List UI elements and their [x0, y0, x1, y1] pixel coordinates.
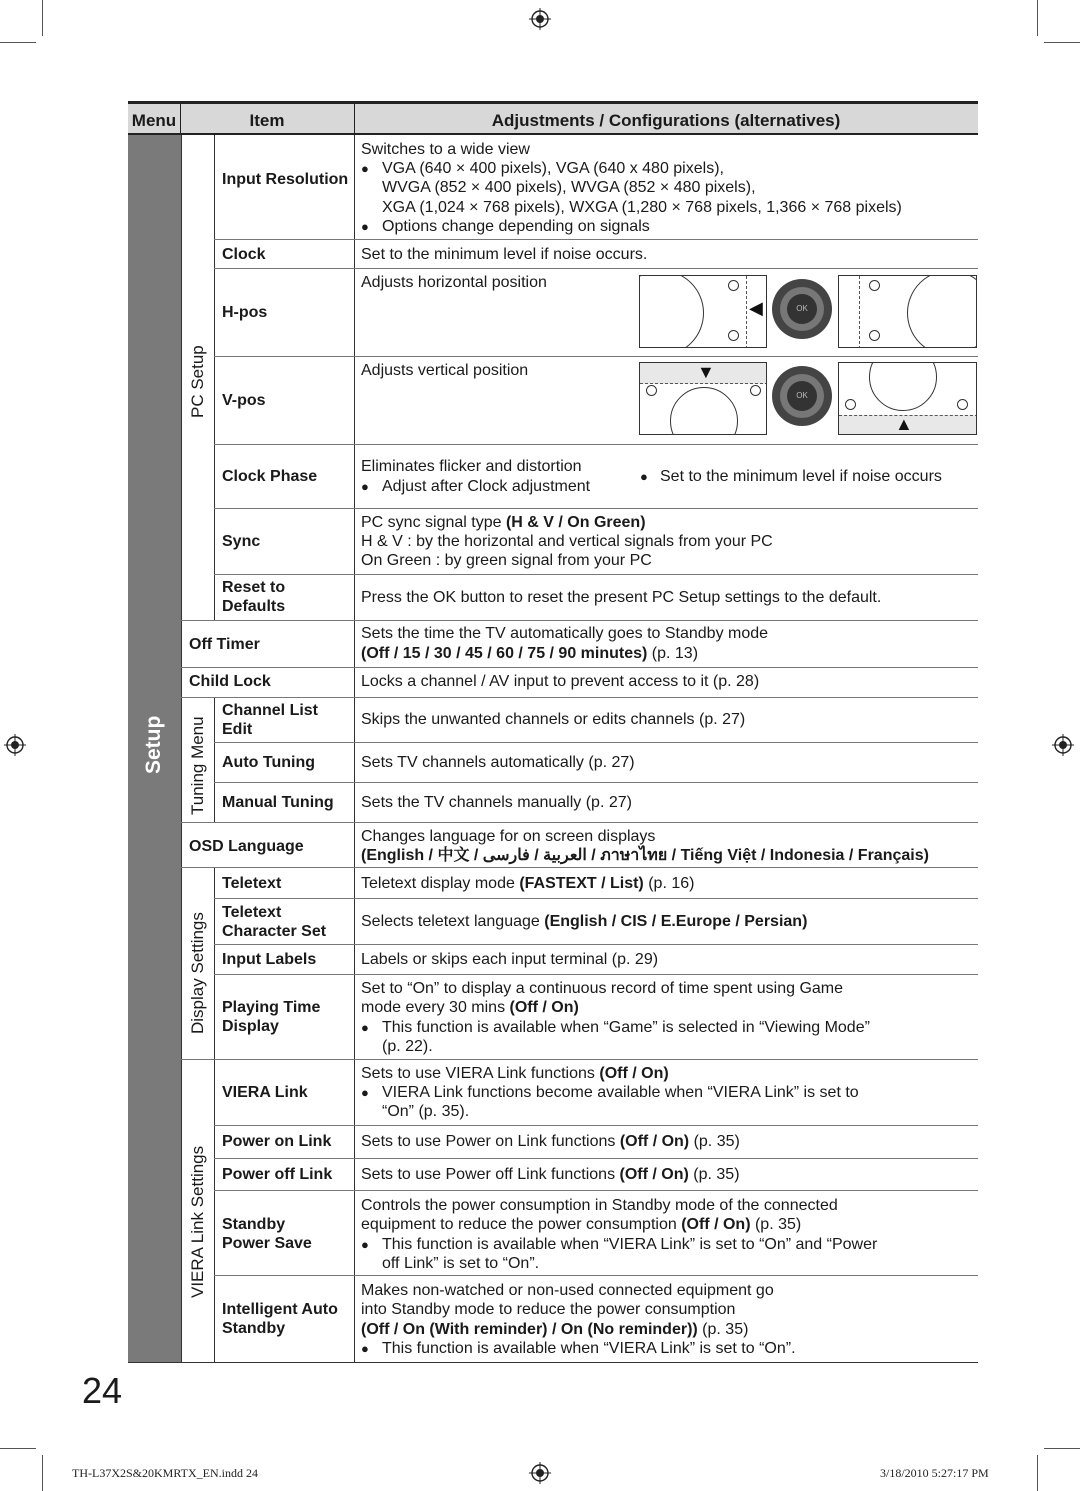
input-resolution-line1: Switches to a wide view [361, 141, 530, 158]
arrow-left-icon: ◀ [749, 298, 763, 318]
standby-power-save-line2: equipment to reduce the power consumption [361, 1216, 682, 1233]
intelligent-auto-standby-options: (Off / On (With reminder) / On (No reminder)) [361, 1321, 698, 1338]
bullet-icon: ● [361, 1237, 369, 1252]
clock-phase-bullet2: Set to the minimum level if noise occurs [660, 468, 942, 485]
remote-dpad-icon: OK [772, 366, 832, 426]
standby-power-save-bullet: This function is available when “VIERA Link” is set to “On” and “Power [382, 1236, 878, 1253]
h-pos-screen-left [639, 275, 767, 348]
clock-phase-bullet1: Adjust after Clock adjustment [382, 478, 591, 495]
item-child-lock: Child Lock [189, 673, 271, 690]
standby-power-save-bullet-cont: off Link” is set to “On”. [382, 1255, 540, 1272]
teletext-text: Teletext display mode [361, 875, 520, 892]
power-off-link-options: (Off / On) [619, 1166, 689, 1183]
sync-line3: On Green : by green signal from your PC [361, 552, 652, 569]
power-on-link-options: (Off / On) [619, 1133, 690, 1150]
item-off-timer: Off Timer [189, 636, 260, 653]
auto-tuning-text: Sets TV channels automatically (p. 27) [361, 754, 635, 771]
item-input-resolution: Input Resolution [222, 171, 349, 188]
row-divider [214, 782, 978, 783]
divider [214, 135, 215, 620]
row-divider [214, 742, 978, 743]
channel-list-text: Skips the unwanted channels or edits channels (p. 27) [361, 711, 746, 728]
off-timer-page: (p. 13) [647, 645, 699, 662]
group-viera-link-settings: VIERA Link Settings [188, 1145, 207, 1298]
bullet-icon: ● [361, 161, 369, 176]
input-resolution-bullet1: VGA (640 × 400 pixels), VGA (640 x 480 pixels), [382, 160, 724, 177]
bullet-icon: ● [640, 469, 648, 484]
playing-time-options: (Off / On) [509, 999, 579, 1016]
standby-power-save-line1: Controls the power consumption in Standby mode of the connected [361, 1197, 838, 1214]
row-divider [214, 268, 978, 269]
divider [214, 867, 215, 1059]
intelligent-auto-standby-page: (p. 35) [697, 1321, 749, 1338]
crop-mark [42, 1455, 43, 1491]
row-divider [214, 974, 978, 975]
bullet-icon: ● [361, 479, 369, 494]
v-pos-text: Adjusts vertical position [361, 362, 529, 379]
item-v-pos: V-pos [222, 392, 266, 409]
intelligent-auto-standby-line2: into Standby mode to reduce the power consumption [361, 1301, 736, 1318]
standby-power-save-options: (Off / On) [681, 1216, 751, 1233]
crop-mark [1044, 42, 1080, 43]
item-viera-link: VIERA Link [222, 1084, 308, 1101]
registration-mark-icon [529, 1462, 551, 1484]
item-sync: Sync [222, 533, 261, 550]
divider [180, 104, 181, 135]
divider [214, 697, 215, 822]
divider [181, 135, 182, 1363]
input-resolution-line3: XGA (1,024 × 768 pixels), WXGA (1,280 × 768 pixels, 1,366 × 768 pixels) [382, 199, 902, 216]
item-playing-time-display: Playing Time Display [222, 999, 321, 1035]
arrow-down-icon: ▼ [697, 362, 715, 382]
sync-line1: PC sync signal type [361, 514, 506, 531]
crop-mark [1037, 0, 1038, 36]
footer-date: 3/18/2010 5:27:17 PM [880, 1466, 989, 1480]
item-power-off-link: Power off Link [222, 1166, 333, 1183]
item-clock-phase: Clock Phase [222, 468, 318, 485]
row-divider [214, 574, 978, 575]
teletext-options: (FASTEXT / List) [519, 875, 644, 892]
viera-link-text: Sets to use VIERA Link functions [361, 1065, 600, 1082]
item-osd-language: OSD Language [189, 838, 304, 855]
teletext-page: (p. 16) [643, 875, 695, 892]
bullet-icon: ● [361, 1341, 369, 1356]
footer-file: TH-L37X2S&20KMRTX_EN.indd 24 [72, 1466, 258, 1480]
row-divider [214, 898, 978, 899]
item-teletext-character-set: Teletext Character Set [222, 904, 327, 940]
child-lock-text: Locks a channel / AV input to prevent access to it (p. 28) [361, 673, 760, 690]
divider [354, 135, 355, 1363]
row-divider [214, 508, 978, 509]
row-divider [214, 944, 978, 945]
viera-link-bullet-cont: “On” (p. 35). [382, 1103, 470, 1120]
crop-mark [0, 42, 36, 43]
item-intelligent-auto-standby: Intelligent Auto Standby [222, 1301, 338, 1337]
teletext-charset-options: (English / CIS / E.Europe / Persian) [544, 913, 808, 930]
header-menu: Menu [131, 111, 177, 130]
row-divider [214, 356, 978, 357]
registration-mark-icon [529, 8, 551, 30]
header-adjustments: Adjustments / Configurations (alternatives) [491, 111, 841, 130]
input-resolution-bullet2: Options change depending on signals [382, 218, 650, 235]
sync-line2: H & V : by the horizontal and vertical signals from your PC [361, 533, 773, 550]
header-item: Item [249, 111, 285, 130]
group-pc-setup: PC Setup [188, 345, 207, 418]
playing-time-line1: Set to “On” to display a continuous record of time spent using Game [361, 980, 844, 997]
item-clock: Clock [222, 246, 266, 263]
item-reset-to-defaults: Reset to Defaults [222, 579, 286, 615]
playing-time-bullet-cont: (p. 22). [382, 1038, 433, 1055]
registration-mark-icon [1052, 734, 1074, 756]
osd-language-options: (English / 中文 / العربية / فارسی / ภาษาไทย / Tiếng Việt / Indonesia / Français) [361, 847, 929, 864]
remote-dpad-icon: OK [772, 279, 832, 339]
item-channel-list-edit: Channel List Edit [222, 702, 319, 738]
row-divider [214, 1190, 978, 1191]
row-divider [214, 1125, 978, 1126]
item-auto-tuning: Auto Tuning [222, 754, 315, 771]
crop-mark [1037, 1455, 1038, 1491]
group-tuning-menu: Tuning Menu [188, 716, 207, 815]
h-pos-text: Adjusts horizontal position [361, 274, 547, 291]
item-power-on-link: Power on Link [222, 1133, 332, 1150]
power-off-link-page: (p. 35) [688, 1166, 740, 1183]
clock-text: Set to the minimum level if noise occurs. [361, 246, 648, 263]
off-timer-line1: Sets the time the TV automatically goes to Standby mode [361, 625, 769, 642]
intelligent-auto-standby-line1: Makes non-watched or non-used connected equipment go [361, 1282, 774, 1299]
row-divider [181, 697, 978, 698]
divider [214, 1059, 215, 1363]
manual-tuning-text: Sets the TV channels manually (p. 27) [361, 794, 632, 811]
intelligent-auto-standby-bullet: This function is available when “VIERA Link” is set to “On”. [382, 1340, 796, 1357]
item-standby-power-save: Standby Power Save [222, 1216, 312, 1252]
item-input-labels: Input Labels [222, 951, 317, 968]
power-off-link-text: Sets to use Power off Link functions [361, 1166, 620, 1183]
viera-link-bullet: VIERA Link functions become available when “VIERA Link” is set to [382, 1084, 859, 1101]
item-manual-tuning: Manual Tuning [222, 794, 334, 811]
sync-options: (H & V / On Green) [505, 514, 646, 531]
divider [354, 104, 355, 135]
item-h-pos: H-pos [222, 304, 268, 321]
reset-text: Press the OK button to reset the present PC Setup settings to the default. [361, 589, 882, 606]
row-divider [181, 620, 978, 621]
power-on-link-text: Sets to use Power on Link functions [361, 1133, 620, 1150]
viera-link-options: (Off / On) [599, 1065, 669, 1082]
crop-mark [1044, 1448, 1080, 1449]
row-divider [181, 1059, 978, 1060]
bullet-icon: ● [361, 219, 369, 234]
power-on-link-page: (p. 35) [689, 1133, 740, 1150]
row-divider [181, 822, 978, 823]
clock-phase-text: Eliminates flicker and distortion [361, 458, 582, 475]
row-divider [181, 667, 978, 668]
setup-label: Setup [142, 715, 165, 774]
row-divider [214, 239, 978, 240]
row-divider [214, 1275, 978, 1276]
row-divider [214, 1158, 978, 1159]
row-divider [181, 867, 978, 868]
teletext-charset-text: Selects teletext language [361, 913, 545, 930]
item-teletext: Teletext [222, 875, 282, 892]
bullet-icon: ● [361, 1085, 369, 1100]
input-labels-text: Labels or skips each input terminal (p. 29) [361, 951, 659, 968]
standby-power-save-page: (p. 35) [750, 1216, 802, 1233]
crop-mark [0, 1448, 36, 1449]
crop-mark [42, 0, 43, 36]
h-pos-screen-right [838, 275, 977, 348]
row-divider [214, 444, 978, 445]
off-timer-options: (Off / 15 / 30 / 45 / 60 / 75 / 90 minutes) [361, 645, 648, 662]
table-bottom [128, 1362, 978, 1363]
arrow-up-icon: ▲ [895, 414, 913, 434]
playing-time-line2: mode every 30 mins [361, 999, 510, 1016]
group-display-settings: Display Settings [188, 912, 207, 1034]
osd-language-line1: Changes language for on screen displays [361, 828, 656, 845]
table-header [128, 101, 978, 135]
registration-mark-icon [4, 734, 26, 756]
playing-time-bullet: This function is available when “Game” is selected in “Viewing Mode” [382, 1019, 870, 1036]
page-number: 24 [82, 1370, 123, 1411]
input-resolution-line2: WVGA (852 × 400 pixels), WVGA (852 × 480 pixels), [382, 179, 756, 196]
bullet-icon: ● [361, 1020, 369, 1035]
